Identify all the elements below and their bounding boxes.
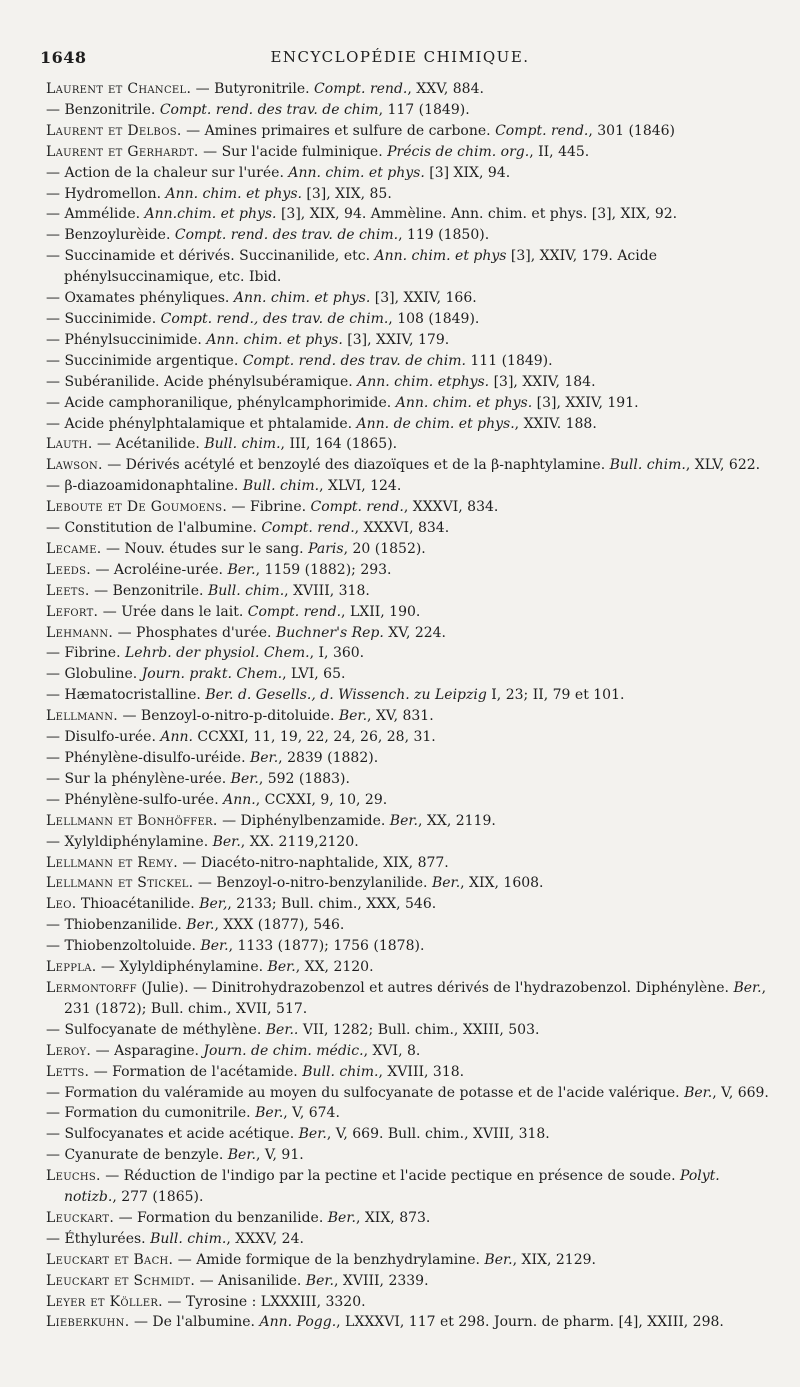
entry-reference: , V, 91. <box>255 1147 304 1164</box>
bibliography-entry <box>46 1312 776 1333</box>
entry-reference: [3], XIX, 85. <box>301 185 392 202</box>
entry-source: Ber. <box>431 875 461 892</box>
bibliography-entry <box>46 936 776 957</box>
entry-author: Lermontorff <box>46 979 137 996</box>
entry-source: Ber. <box>684 1084 713 1101</box>
entry-title: — Constitution de l'albumine. <box>46 520 257 537</box>
bibliography-entry <box>46 246 776 288</box>
entry-source: Ann. chim. etphys. <box>357 373 490 390</box>
entry-source: Ann. chim. et phys. <box>206 331 343 348</box>
entry-source: Compt. rend. des trav. de chim <box>159 101 379 118</box>
entry-title: — Thiobenzoltoluide. <box>46 938 196 955</box>
bibliography-entry <box>46 288 776 309</box>
entry-title: — Butyronitrile. <box>195 81 310 97</box>
entry-reference: , V, 674. <box>283 1105 340 1122</box>
bibliography-entry <box>46 539 776 560</box>
entry-reference: , XVIII, 2339. <box>333 1272 429 1289</box>
bibliography-entry <box>46 414 776 435</box>
entry-reference: , LVI, 65. <box>282 666 346 683</box>
bibliography-entry <box>46 1229 776 1250</box>
entry-source: Ber. <box>733 979 762 996</box>
entry-author: Laurent et Gerhardt. <box>46 143 199 160</box>
entry-reference: , XIX, 873. <box>355 1209 431 1226</box>
bibliography-entry <box>46 100 776 121</box>
entry-title: — Action de la chaleur sur l'urée. <box>46 164 284 181</box>
entry-source: Compt. rend. <box>495 122 589 139</box>
entry-reference: , V, 669. Bull. chim., XVIII, 318. <box>326 1126 550 1143</box>
bibliography-entry <box>46 1124 776 1145</box>
bibliography-entry <box>46 163 776 184</box>
bibliography-entry <box>46 748 776 769</box>
entry-title: — Formation de l'acétamide. <box>93 1063 298 1080</box>
entry-source: Ber.. <box>265 1021 299 1038</box>
entry-reference: , XX, 2120. <box>295 959 374 976</box>
bibliography-entry <box>46 121 776 142</box>
entry-title: — Formation du benzanilide. <box>118 1209 324 1226</box>
entry-title: — Acétanilide. <box>97 436 200 453</box>
bibliography-entry <box>46 434 776 455</box>
entry-author: Laurent et Chancel. <box>46 81 192 97</box>
bibliography-entry <box>46 873 776 894</box>
bibliography-entry <box>46 915 776 936</box>
entry-title: — Benzoyl-o-nitro-benzylanilide. <box>197 875 428 892</box>
entry-source: Journ. prakt. Chem. <box>141 666 283 683</box>
bibliography-entry <box>46 706 776 727</box>
entry-reference: , 301 (1846) <box>588 122 675 139</box>
entry-reference: , XVI, 8. <box>363 1042 421 1059</box>
bibliography-entry <box>46 518 776 539</box>
entry-author: Lefort. <box>46 603 99 620</box>
bibliography-entry <box>46 309 776 330</box>
bibliography-entry <box>46 1292 776 1313</box>
entry-title: — Oxamates phényliques. <box>46 290 230 307</box>
entry-reference: , I, 360. <box>309 645 365 662</box>
bibliography-entry <box>46 1020 776 1041</box>
entry-author: Lecame. <box>46 540 102 557</box>
bibliography-entry <box>46 727 776 748</box>
entry-reference: , 1133 (1877); 1756 (1878). <box>228 938 425 955</box>
entry-source: Compt. rend. des trav. de chim. <box>174 227 399 244</box>
entry-source: Ber. <box>186 917 215 934</box>
entry-reference: , LXII, 190. <box>341 603 421 620</box>
bibliography-entry <box>46 497 776 518</box>
entry-source: Ann. <box>223 791 256 808</box>
entry-reference: , XXV, 884. <box>407 81 484 97</box>
entry-source: Ann. chim. et phys. <box>165 185 302 202</box>
entry-author: Letts. <box>46 1063 90 1080</box>
entry-reference: , XXIV. 188. <box>514 415 597 432</box>
entry-reference: [3] XIX, 94. <box>424 164 511 181</box>
entry-author: Leeds. <box>46 561 92 578</box>
bibliography-entry <box>46 560 776 581</box>
entry-source: Bull. chim. <box>609 457 686 474</box>
bibliography-entry <box>46 1271 776 1292</box>
entry-author: Leuckart et Bach. <box>46 1251 174 1268</box>
bibliography-entry <box>46 330 776 351</box>
bibliography-entry <box>46 1145 776 1166</box>
entry-title: — Xylyldiphénylamine. <box>100 959 264 976</box>
entry-reference: , XVIII, 318. <box>284 582 370 599</box>
entry-title: — Nouv. études sur le sang. <box>106 540 304 557</box>
bibliography-entry <box>46 685 776 706</box>
entry-title: — Succinimide. <box>46 310 157 327</box>
entry-title: — Phosphates d'urée. <box>117 624 272 641</box>
bibliography-entry <box>46 184 776 205</box>
bibliography-entry <box>46 664 776 685</box>
bibliography-entry <box>46 769 776 790</box>
bibliography-entry <box>46 476 776 497</box>
entry-title: — Diacéto-nitro-naphtalide, <box>182 854 379 871</box>
entry-title: — Urée dans le lait. <box>102 603 244 620</box>
entry-reference: XIX, 877. <box>383 854 449 871</box>
entry-author: Leets. <box>46 582 90 599</box>
entry-reference: CCXXI, 11, 19, 22, 24, 26, 28, 31. <box>192 729 436 746</box>
entry-title: — Asparagine. <box>95 1042 199 1059</box>
entry-title: — Sur l'acide fulminique. <box>203 143 383 160</box>
entry-source: Ann. chim. et phys. <box>395 394 533 411</box>
bibliography-entry <box>46 602 776 623</box>
bibliography-entry <box>46 142 776 163</box>
entry-title: — Benzoyl-o-nitro-p-ditoluide. <box>122 708 335 725</box>
entry-reference: [3], XXIV, 179. <box>342 331 450 348</box>
entry-title: — β-diazoamidonaphtaline. <box>46 478 239 495</box>
entry-source: Précis de chim. org. <box>387 143 530 160</box>
bibliography-entry <box>46 79 776 100</box>
entry-reference: , 2839 (1882). <box>278 750 379 766</box>
entry-reference: , LXXXVI, 117 et 298. Journ. de pharm. [4], XXIII, 298. <box>336 1314 724 1331</box>
entry-author: Leuckart et Schmidt. <box>46 1272 196 1289</box>
bibliography-entry <box>46 623 776 644</box>
entry-author: Lehmann. <box>46 624 114 641</box>
entry-reference: , 277 (1865). <box>112 1189 204 1206</box>
entry-reference: , XXXVI, 834. <box>354 520 450 537</box>
page-header <box>0 48 800 74</box>
bibliography-entry <box>46 978 776 1020</box>
entry-reference: , 119 (1850). <box>398 227 490 244</box>
entry-author: Leyer et Köller. <box>46 1293 163 1310</box>
entry-author: Lellmann et Bonhöffer. <box>46 812 218 829</box>
entry-source: Ber. <box>227 1147 256 1164</box>
entry-reference: , XVIII, 318. <box>378 1063 465 1080</box>
entry-title: — Éthylurées. <box>46 1230 146 1247</box>
entry-reference: , 117 (1849). <box>378 101 470 118</box>
entry-reference: [3], XXIV, 166. <box>370 290 477 307</box>
entry-source: Bull. chim. <box>150 1230 227 1247</box>
bibliography-entry <box>46 832 776 853</box>
entry-title: — Disulfo-urée. <box>46 729 156 746</box>
bibliography-entry <box>46 1166 776 1208</box>
entry-title: — Amines primaires et sulfure de carbone. <box>186 122 491 139</box>
bibliography-entry <box>46 894 776 915</box>
entry-title: — Amide formique de la benzhydrylamine. <box>177 1251 480 1268</box>
page-number: 1648 <box>40 48 87 67</box>
running-title: ENCYCLOPÉDIE CHIMIQUE. <box>270 48 530 66</box>
entry-reference: XV, 224. <box>383 624 447 641</box>
entry-title: — Sulfocyanate de méthylène. <box>46 1021 262 1038</box>
entry-source: Ann. Pogg. <box>259 1314 337 1331</box>
entry-source: Lehrb. der physiol. Chem. <box>124 645 310 662</box>
entry-title: — Acide phénylphtalamique et phtalamide. <box>46 415 353 432</box>
entry-title: — Ammélide. <box>46 206 141 223</box>
entry-source: Journ. de chim. médic. <box>203 1042 364 1059</box>
entry-reference: , XX, 2119. <box>417 812 496 829</box>
entry-reference: [3], XXIV, 184. <box>489 373 596 390</box>
entry-reference: , XX. 2119,2120. <box>240 833 359 850</box>
entry-source: Ann. chim. et phys <box>374 248 507 265</box>
bibliography-entry <box>46 581 776 602</box>
entry-title: — Thiobenzanilide. <box>46 917 182 934</box>
entry-title: — Formation du cumonitrile. <box>46 1105 251 1122</box>
entry-reference: , 592 (1883). <box>258 770 350 787</box>
entry-source: Ber. <box>230 770 259 787</box>
entry-title: — Globuline. <box>46 666 138 683</box>
entry-source: Compt. rend. <box>310 499 404 516</box>
entry-source: Bull. chim. <box>207 582 285 599</box>
entry-source: Ber. <box>327 1209 356 1226</box>
entry-source: Compt. rend. des trav. de chim. <box>242 352 466 369</box>
entry-source: Ber. <box>200 938 229 955</box>
bibliography-entry <box>46 393 776 414</box>
entry-author: Leboute et De Goumoens. <box>46 499 228 516</box>
entry-source: Ber. <box>249 750 279 766</box>
bibliography-entry <box>46 1250 776 1271</box>
entry-source: Ber. <box>255 1105 284 1122</box>
entry-source: Ber. <box>305 1272 334 1289</box>
entry-author: Lieberkuhn. <box>46 1314 130 1331</box>
entry-source: Bull. chim. <box>242 478 320 495</box>
entry-title: — Xylyldiphénylamine. <box>46 833 209 850</box>
entry-reference: , XXX (1877), 546. <box>214 917 345 934</box>
entry-source: Ber. <box>338 708 368 725</box>
entry-title: — Fibrine. <box>231 499 307 516</box>
entry-reference: 111 (1849). <box>465 352 553 369</box>
entry-author: Lellmann. <box>46 708 118 725</box>
entry-reference: [3], XXIV, 191. <box>532 394 639 411</box>
entry-source: Ann. de chim. et phys. <box>356 415 515 432</box>
entry-title: — Dérivés acétylé et benzoylé des diazoïques et de la β-naphtylamine. <box>107 457 606 474</box>
entry-reference: , XIX, 1608. <box>460 875 544 892</box>
entry-reference: I, 23; II, 79 et 101. <box>486 687 625 704</box>
entry-source: Compt. rend. <box>314 81 408 97</box>
entry-title: — Benzonitrile. <box>94 582 204 599</box>
entry-reference: , V, 669. <box>712 1084 769 1101</box>
entry-title: — Sur la phénylène-urée. <box>46 770 227 787</box>
entry-author: Lawson. <box>46 457 103 474</box>
entry-reference: , 20 (1852). <box>343 540 426 557</box>
entry-source: Ber. <box>389 812 418 829</box>
entry-source: Compt. rend., des trav. de chim. <box>160 310 389 327</box>
bibliography-entry <box>46 372 776 393</box>
entry-title: — Diphénylbenzamide. <box>222 812 386 829</box>
bibliography-entry <box>46 1208 776 1229</box>
entry-reference: [3], XIX, 94. Ammèline. Ann. chim. et phys. [3], XIX, 92. <box>276 206 678 223</box>
entry-title: — Phénylène-disulfo-uréide. <box>46 750 246 766</box>
entry-source: Bull. chim. <box>204 436 281 453</box>
bibliography-entry <box>46 351 776 372</box>
entry-source: Ber. <box>298 1126 327 1143</box>
entry-title: — Benzoylurèide. <box>46 227 171 244</box>
entry-reference: , 231 (1872); Bull. chim., XVII, 517. <box>64 979 767 1017</box>
entry-reference: , XLVI, 124. <box>319 478 402 495</box>
entry-title: — Tyrosine : <box>167 1293 257 1310</box>
entry-author: Lellmann et Remy. <box>46 854 178 871</box>
entry-title: — Fibrine. <box>46 645 121 662</box>
entry-title: — Formation du valéramide au moyen du sulfocyanate de potasse et de l'acide valérique. <box>46 1084 680 1101</box>
entry-title: — Phénylsuccinimide. <box>46 331 202 348</box>
entry-source: Ber. <box>227 561 256 578</box>
bibliography-entry <box>46 811 776 832</box>
entry-title: — Acroléine-urée. <box>95 561 223 578</box>
bibliography-entry <box>46 853 776 874</box>
entry-source: Ber. d. Gesells., d. Wissench. zu Leipzig <box>205 687 487 704</box>
entry-source: Polyt. notizb. <box>64 1168 720 1206</box>
entry-reference: , XIX, 2129. <box>512 1251 596 1268</box>
entry-reference: , 108 (1849). <box>388 310 480 327</box>
entry-title: — Acide camphoranilique, phénylcamphorimide. <box>46 394 392 411</box>
entry-source: Ann. chim. et phys. <box>288 164 425 181</box>
bibliography-entry <box>46 225 776 246</box>
bibliography-entry <box>46 1103 776 1124</box>
entry-author: Laurent et Delbos. <box>46 122 182 139</box>
entry-source: Ber. <box>212 833 241 850</box>
entry-reference: , 2133; Bull. chim., XXX, 546. <box>227 896 437 913</box>
entry-author: Leuckart. <box>46 1209 115 1226</box>
bibliography-entry <box>46 1083 776 1104</box>
entry-source: Compt. rend. <box>261 520 355 537</box>
entry-author: Leo. <box>46 896 77 913</box>
entry-source: Ber. <box>267 959 296 976</box>
entry-author: Lauth. <box>46 436 93 453</box>
entry-title: — Succinimide argentique. <box>46 352 239 369</box>
entry-reference: , XXXV, 24. <box>226 1230 304 1247</box>
entry-reference: , II, 445. <box>529 143 590 160</box>
entry-source: Ann. <box>160 729 193 746</box>
entry-title: — Sulfocyanates et acide acétique. <box>46 1126 295 1143</box>
entry-reference: , 1159 (1882); 293. <box>255 561 392 578</box>
entry-source: Buchner's Rep. <box>275 624 384 641</box>
entry-title: — Benzonitrile. <box>46 101 156 118</box>
entry-title: — Succinamide et dérivés. Succinanilide, etc. <box>46 248 371 265</box>
bibliography-entry <box>46 790 776 811</box>
entry-title: — Réduction de l'indigo par la pectine et l'acide pectique en présence de soude. <box>105 1168 676 1185</box>
entry-reference: , XV, 831. <box>367 708 434 725</box>
entry-source: Ber, <box>199 896 228 913</box>
entry-source: Bull. chim. <box>302 1063 379 1080</box>
entry-reference: , CCXXI, 9, 10, 29. <box>255 791 388 808</box>
bibliography-entry <box>46 957 776 978</box>
entry-source: Ber. <box>484 1251 513 1268</box>
entry-reference: VII, 1282; Bull. chim., XXIII, 503. <box>298 1021 540 1038</box>
entry-reference: [3], XXIV, 179. Acide phénylsuccinamique, etc. Ibid. <box>64 248 657 286</box>
entry-title: — Hæmatocristalline. <box>46 687 201 704</box>
entry-source: Paris <box>308 540 344 557</box>
bibliography-entry <box>46 455 776 476</box>
entry-reference: , XXXVI, 834. <box>403 499 499 516</box>
entry-source: Compt. rend. <box>247 603 342 620</box>
bibliography-entry <box>46 1062 776 1083</box>
entry-title: — Phénylène-sulfo-urée. <box>46 791 219 808</box>
entry-author: Leuchs. <box>46 1168 101 1185</box>
bibliography-entry <box>46 204 776 225</box>
entry-title: — Cyanurate de benzyle. <box>46 1147 224 1164</box>
entry-source: Ann.chim. et phys. <box>144 206 277 223</box>
bibliography-entry <box>46 1041 776 1062</box>
bibliography-list <box>46 79 776 1333</box>
entry-title: Thioacétanilide. <box>80 896 195 913</box>
entry-author: Lellmann et Stickel. <box>46 875 194 892</box>
entry-title: — Subéranilide. Acide phénylsubéramique. <box>46 373 353 390</box>
entry-author: Leppla. <box>46 959 97 976</box>
entry-title: — De l'albumine. <box>133 1314 255 1331</box>
entry-title: (Julie). — Dinitrohydrazobenzol et autres dérivés de l'hydrazobenzol. Diphénylène. <box>141 979 729 996</box>
entry-title: — Hydromellon. <box>46 185 162 202</box>
entry-author: Leroy. <box>46 1042 92 1059</box>
entry-title: — Anisanilide. <box>199 1272 302 1289</box>
entry-source: Ann. chim. et phys. <box>233 290 371 307</box>
bibliography-entry <box>46 643 776 664</box>
entry-reference: , III, 164 (1865). <box>280 436 398 453</box>
entry-reference: , XLV, 622. <box>685 457 761 474</box>
entry-reference: LXXXIII, 3320. <box>260 1293 366 1310</box>
